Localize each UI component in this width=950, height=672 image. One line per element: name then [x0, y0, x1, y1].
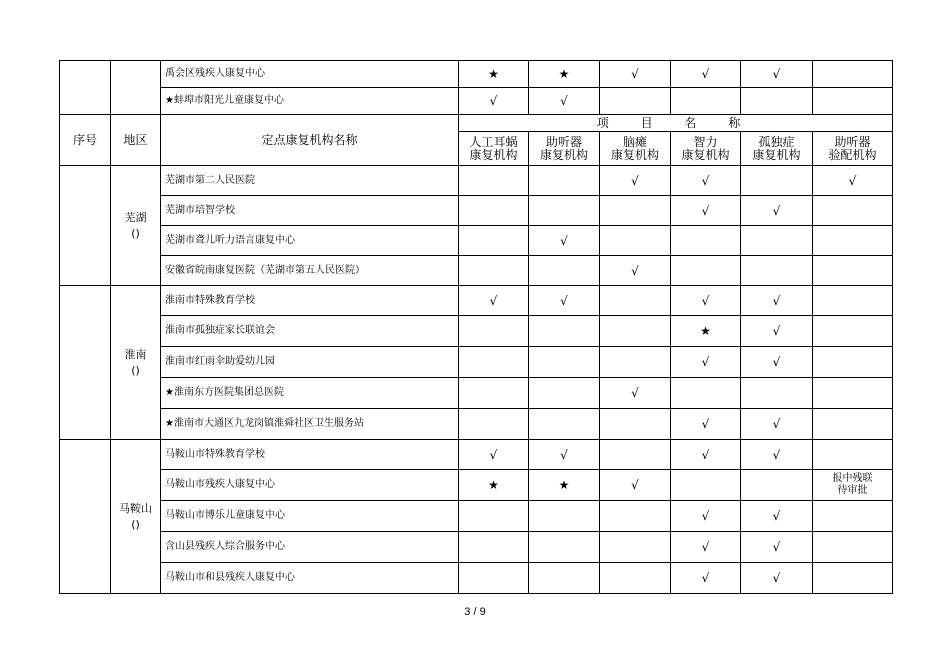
table-row [60, 88, 893, 115]
header-line: 智力 [693, 134, 718, 149]
mark-cell [459, 409, 529, 440]
header-institution-name: 定点康复机构名称 [161, 115, 459, 166]
region-cell [111, 440, 161, 594]
table-row [60, 61, 893, 88]
institution-name: 马鞍山市和县残疾人康复中心 [161, 563, 459, 594]
mark-cell [529, 378, 600, 409]
mark-cell: √ [600, 61, 671, 88]
region-cell [111, 166, 161, 286]
mark-cell [600, 286, 671, 316]
mark-cell: ★ [529, 470, 600, 501]
institution-name: 芜湖市培智学校 [161, 196, 459, 226]
mark-cell [600, 347, 671, 378]
mark-cell [671, 470, 741, 501]
mark-cell [529, 316, 600, 347]
mark-cell: √ [459, 440, 529, 470]
mark-cell: √ [813, 166, 893, 196]
mark-cell [529, 501, 600, 532]
note-line: 待审批 [837, 485, 868, 496]
mark-cell [459, 501, 529, 532]
mark-cell [600, 501, 671, 532]
header-line: 康复机构 [610, 147, 659, 162]
mark-cell: √ [671, 563, 741, 594]
mark-cell [741, 88, 813, 115]
mark-cell: √ [741, 440, 813, 470]
region-sub: () [131, 517, 140, 531]
institution-name: 安徽省皖南康复医院（芜湖市第五人民医院） [161, 256, 459, 286]
header-project-3 [600, 132, 671, 166]
mark-cell: √ [459, 88, 529, 115]
mark-cell: √ [671, 286, 741, 316]
mark-cell [459, 563, 529, 594]
mark-cell: √ [741, 196, 813, 226]
institution-name: 禹会区残疾人康复中心 [161, 61, 459, 88]
region-name: 芜湖 [124, 210, 147, 224]
header-project-2 [529, 132, 600, 166]
rehab-institution-table [59, 60, 893, 594]
mark-cell: √ [741, 316, 813, 347]
mark-cell [529, 563, 600, 594]
table-row [60, 316, 893, 347]
mark-cell [600, 196, 671, 226]
table-row [60, 347, 893, 378]
mark-cell [529, 256, 600, 286]
mark-cell [600, 532, 671, 563]
institution-name: 芜湖市第二人民医院 [161, 166, 459, 196]
region-cell [111, 61, 161, 115]
table-row [60, 409, 893, 440]
mark-cell [529, 409, 600, 440]
mark-cell [529, 532, 600, 563]
header-line: 脑瘫 [622, 134, 647, 149]
mark-cell [813, 501, 893, 532]
mark-cell [600, 409, 671, 440]
mark-cell [813, 316, 893, 347]
mark-cell: ★ [529, 61, 600, 88]
mark-cell: ★ [459, 61, 529, 88]
institution-name: 马鞍山市特殊教育学校 [161, 440, 459, 470]
region-name: 马鞍山 [119, 501, 152, 515]
header-line: 助听器 [834, 134, 871, 149]
mark-cell [813, 256, 893, 286]
table-row [60, 166, 893, 196]
region-sub: () [131, 226, 140, 240]
mark-cell: √ [600, 166, 671, 196]
mark-cell: ★ [671, 316, 741, 347]
header-line: 助听器 [545, 134, 582, 149]
seq-cell [60, 440, 111, 594]
table-row [60, 226, 893, 256]
mark-cell [600, 440, 671, 470]
mark-cell [529, 347, 600, 378]
mark-cell [813, 61, 893, 88]
mark-cell: √ [671, 409, 741, 440]
table-row [60, 470, 893, 501]
mark-cell [459, 196, 529, 226]
region-cell [111, 286, 161, 440]
mark-cell: √ [671, 196, 741, 226]
mark-cell: √ [741, 286, 813, 316]
institution-name: 淮南市孤独症家长联谊会 [161, 316, 459, 347]
table-row [60, 440, 893, 470]
mark-cell: √ [671, 166, 741, 196]
mark-cell [813, 563, 893, 594]
mark-cell: √ [741, 347, 813, 378]
mark-cell [529, 196, 600, 226]
header-project-6 [813, 132, 893, 166]
mark-cell [600, 88, 671, 115]
mark-cell [741, 166, 813, 196]
header-seq: 序号 [60, 115, 111, 166]
mark-cell: √ [671, 532, 741, 563]
mark-cell [459, 256, 529, 286]
header-project-1 [459, 132, 529, 166]
institution-name: ★淮南市大通区九龙岗镇淮舜社区卫生服务站 [161, 409, 459, 440]
table-row [60, 501, 893, 532]
mark-cell: √ [671, 440, 741, 470]
mark-cell: √ [459, 286, 529, 316]
mark-cell: √ [741, 501, 813, 532]
header-project-5 [741, 132, 813, 166]
header-line: 康复机构 [681, 147, 730, 162]
mark-cell [813, 409, 893, 440]
table-row [60, 378, 893, 409]
institution-name: 芜湖市聋儿听力语言康复中心 [161, 226, 459, 256]
mark-cell [600, 563, 671, 594]
mark-cell: √ [671, 61, 741, 88]
header-line: 康复机构 [469, 147, 518, 162]
header-project-title [459, 115, 893, 132]
mark-cell [741, 470, 813, 501]
mark-cell [813, 196, 893, 226]
mark-cell [813, 378, 893, 409]
mark-cell: √ [741, 409, 813, 440]
mark-cell: ★ [459, 470, 529, 501]
header-row [60, 115, 893, 132]
mark-cell: √ [529, 226, 600, 256]
mark-cell [741, 256, 813, 286]
mark-cell [813, 440, 893, 470]
table-row [60, 532, 893, 563]
mark-cell [671, 378, 741, 409]
mark-cell [813, 286, 893, 316]
mark-cell [741, 378, 813, 409]
header-line: 验配机构 [828, 147, 877, 162]
institution-name: 淮南市特殊教育学校 [161, 286, 459, 316]
mark-cell [459, 166, 529, 196]
institution-name: ★蚌埠市阳光儿童康复中心 [161, 88, 459, 115]
mark-cell: √ [600, 470, 671, 501]
mark-cell [671, 226, 741, 256]
header-line: 康复机构 [539, 147, 588, 162]
institution-name: 含山县残疾人综合服务中心 [161, 532, 459, 563]
seq-cell [60, 286, 111, 440]
mark-cell [813, 226, 893, 256]
approval-note [813, 470, 893, 501]
mark-cell: √ [741, 563, 813, 594]
header-region: 地区 [111, 115, 161, 166]
mark-cell [671, 256, 741, 286]
project-title-text: 项 目 名 称 [596, 115, 755, 130]
mark-cell: √ [600, 256, 671, 286]
mark-cell [813, 347, 893, 378]
mark-cell: √ [671, 501, 741, 532]
region-sub: () [131, 363, 140, 377]
mark-cell [459, 532, 529, 563]
mark-cell [671, 88, 741, 115]
institution-name: 马鞍山市博乐儿童康复中心 [161, 501, 459, 532]
seq-cell [60, 61, 111, 115]
mark-cell [741, 226, 813, 256]
mark-cell: √ [671, 347, 741, 378]
mark-cell [529, 166, 600, 196]
header-line: 康复机构 [752, 147, 801, 162]
institution-name: ★淮南东方医院集团总医院 [161, 378, 459, 409]
mark-cell [813, 88, 893, 115]
mark-cell: √ [741, 61, 813, 88]
mark-cell: √ [741, 532, 813, 563]
mark-cell: √ [529, 286, 600, 316]
institution-name: 马鞍山市残疾人康复中心 [161, 470, 459, 501]
header-project-4 [671, 132, 741, 166]
institution-name: 淮南市红雨伞助爱幼儿园 [161, 347, 459, 378]
mark-cell: √ [529, 440, 600, 470]
mark-cell [459, 226, 529, 256]
region-name: 淮南 [124, 347, 147, 361]
table-row [60, 286, 893, 316]
mark-cell: √ [529, 88, 600, 115]
mark-cell [600, 316, 671, 347]
table-row [60, 196, 893, 226]
header-line: 人工耳蜗 [469, 134, 518, 149]
mark-cell [459, 347, 529, 378]
mark-cell [813, 532, 893, 563]
table-row [60, 256, 893, 286]
table-row [60, 563, 893, 594]
note-line: 报中残联 [832, 473, 873, 484]
mark-cell [459, 378, 529, 409]
page-number: 3 / 9 [464, 606, 486, 618]
mark-cell [459, 316, 529, 347]
seq-cell [60, 166, 111, 286]
mark-cell: √ [600, 378, 671, 409]
header-line: 孤独症 [758, 134, 795, 149]
mark-cell [600, 226, 671, 256]
